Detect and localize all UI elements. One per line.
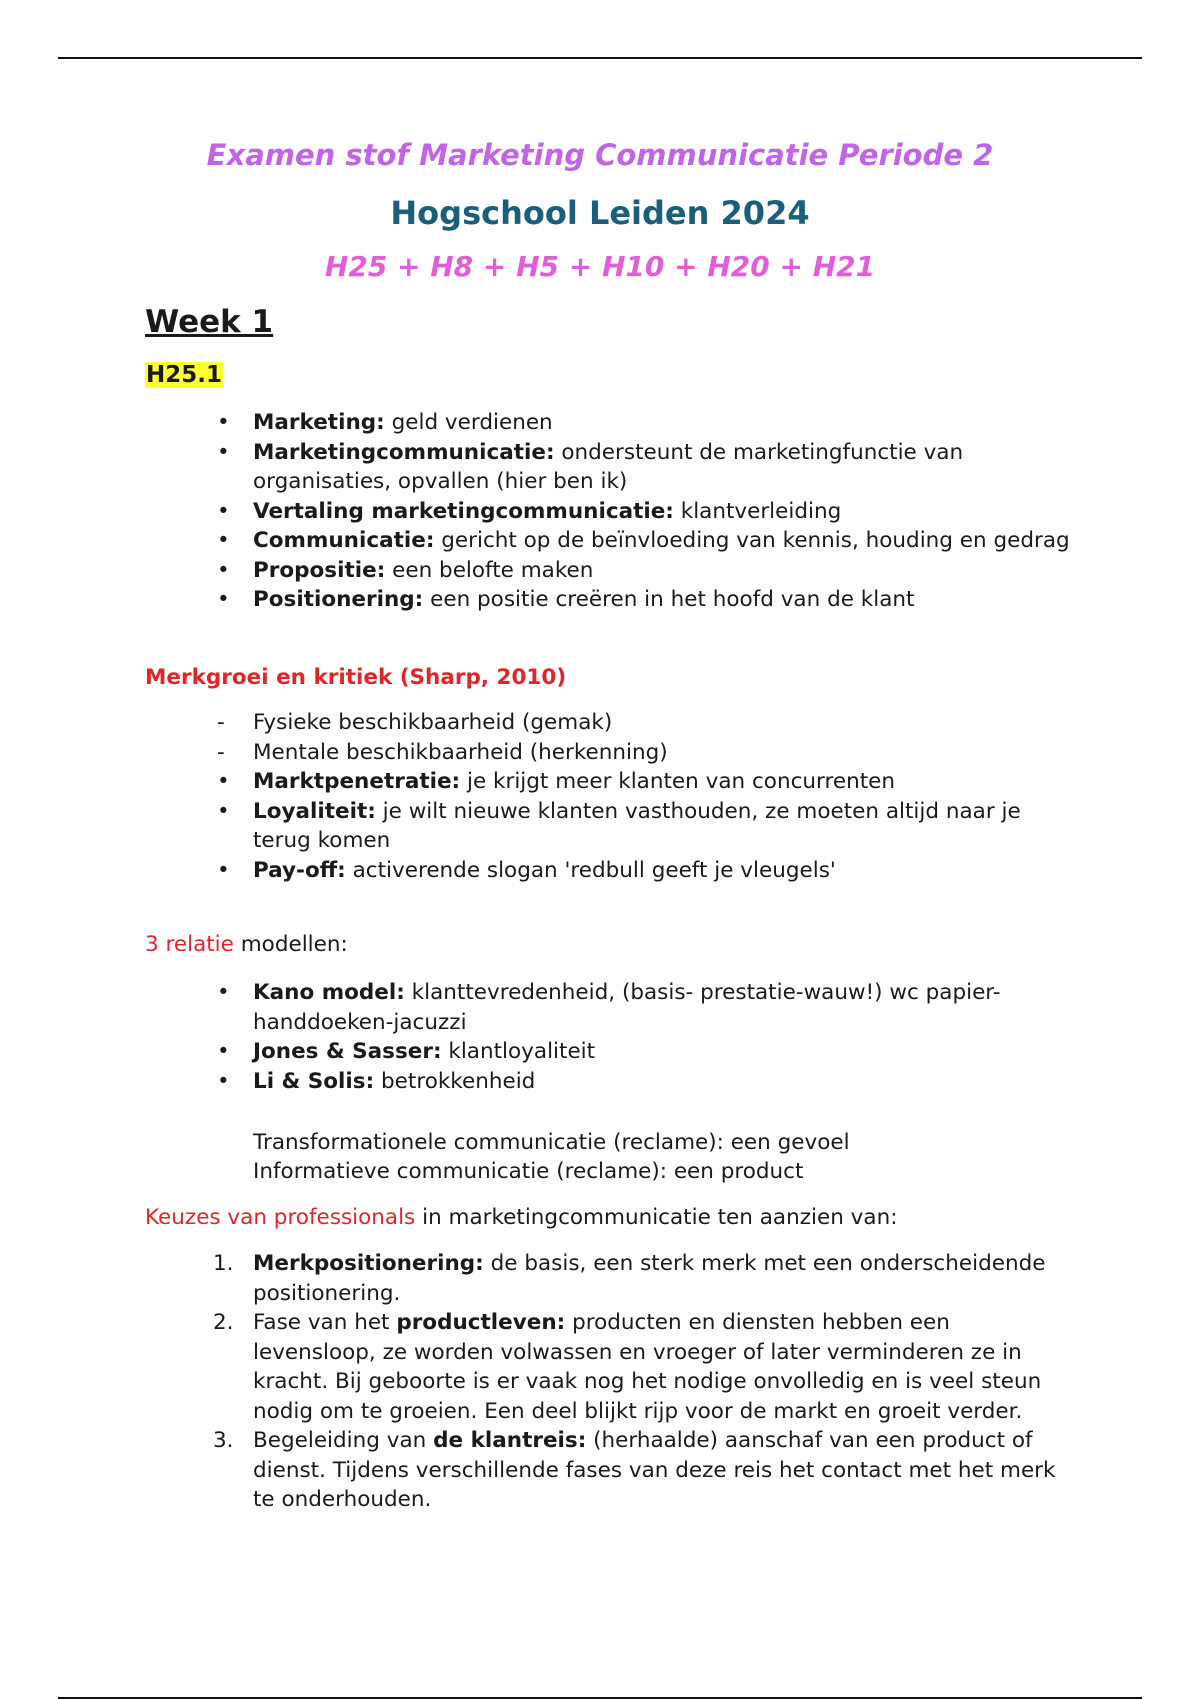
relaties-intro: 3 relatie modellen: — [145, 932, 348, 957]
dash-icon: - — [217, 710, 225, 735]
list-item: 1. Merkpositionering: de basis, een sterk merk met een onderscheidende positionering. — [213, 1251, 1046, 1306]
definitions-list — [217, 408, 1073, 615]
list-item: - Fysieke beschikbaarheid (gemak) — [253, 708, 1073, 738]
list-item: • Vertaling marketingcommunicatie: klantverleiding — [253, 497, 1073, 527]
list-item: 3. Begeleiding van de klantreis: (herhaalde) aanschaf van een product of dienst. Tijdens verschillende fases van deze reis het contact met het merk te onderhouden. — [213, 1428, 1056, 1512]
merkgroei-list — [217, 708, 1073, 885]
informatieve-line: Informatieve communicatie (reclame): een product — [253, 1159, 804, 1184]
week-heading: Week 1 — [145, 304, 274, 340]
bullet-icon: • — [217, 798, 230, 824]
bullet-icon: • — [217, 587, 230, 612]
keuzes-list — [213, 1249, 1073, 1515]
bottom-rule — [58, 1697, 1142, 1699]
top-rule — [58, 57, 1142, 59]
merkgroei-heading: Merkgroei en kritiek (Sharp, 2010) — [145, 665, 567, 690]
bullet-icon: • — [217, 980, 230, 1005]
relaties-list — [217, 978, 1073, 1096]
list-item: • Marktpenetratie: je krijgt meer klanten van concurrenten — [253, 767, 1073, 797]
list-item: • Jones & Sasser: klantloyaliteit — [253, 1037, 1073, 1067]
list-item: 2. Fase van het productleven: producten en diensten hebben een levensloop, ze worden volwassen en vroeger of later verminderen ze in kracht. Bij geboorte is er vaak nog het nodige onvolledig en is veel steun nodig om te groeien. Een deel blijkt rijp voor de markt en groeit verder. — [213, 1310, 1042, 1424]
section-heading: H25.1 — [146, 362, 222, 388]
chapters-title: H25 + H8 + H5 + H10 + H20 + H21 — [324, 250, 876, 283]
school-title: Hogschool Leiden 2024 — [390, 194, 810, 232]
list-item: • Kano model: klanttevredenheid, (basis- prestatie-wauw!) wc papier-handdoeken-jacuzzi — [217, 980, 1001, 1035]
bullet-icon: • — [217, 410, 230, 435]
bullet-icon: • — [217, 557, 230, 583]
keuzes-intro: Keuzes van professionals in marketingcommunicatie ten aanzien van: — [145, 1205, 898, 1230]
bullet-icon: • — [217, 1039, 230, 1064]
list-item: • Loyaliteit: je wilt nieuwe klanten vasthouden, ze moeten altijd naar je terug komen — [217, 798, 1021, 853]
list-item: • Propositie: een belofte maken — [253, 556, 1073, 586]
list-item: • Marketingcommunicatie: ondersteunt de marketingfunctie van organisaties, opvallen (hier ben ik) — [217, 439, 964, 494]
bullet-icon: • — [217, 769, 230, 794]
list-item: • Communicatie: gericht op de beïnvloeding van kennis, houding en gedrag — [253, 526, 1073, 556]
document-title: Examen stof Marketing Communicatie Periode 2 — [206, 138, 994, 172]
bullet-icon: • — [217, 528, 230, 553]
transformationele-line: Transformationele communicatie (reclame): een gevoel — [253, 1130, 850, 1155]
list-number: 3. — [213, 1428, 234, 1453]
dash-icon: - — [217, 739, 225, 765]
list-number: 1. — [213, 1251, 234, 1276]
list-item: • Pay-off: activerende slogan 'redbull geeft je vleugels' — [253, 856, 1073, 886]
bullet-icon: • — [217, 498, 230, 524]
list-item: - Mentale beschikbaarheid (herkenning) — [253, 738, 1073, 768]
list-number: 2. — [213, 1310, 234, 1335]
list-item: • Li & Solis: betrokkenheid — [253, 1067, 1073, 1097]
list-item: • Positionering: een positie creëren in het hoofd van de klant — [253, 585, 1073, 615]
bullet-icon: • — [217, 1068, 230, 1094]
bullet-icon: • — [217, 857, 230, 883]
bullet-icon: • — [217, 439, 230, 465]
list-item: • Marketing: geld verdienen — [253, 408, 1073, 438]
